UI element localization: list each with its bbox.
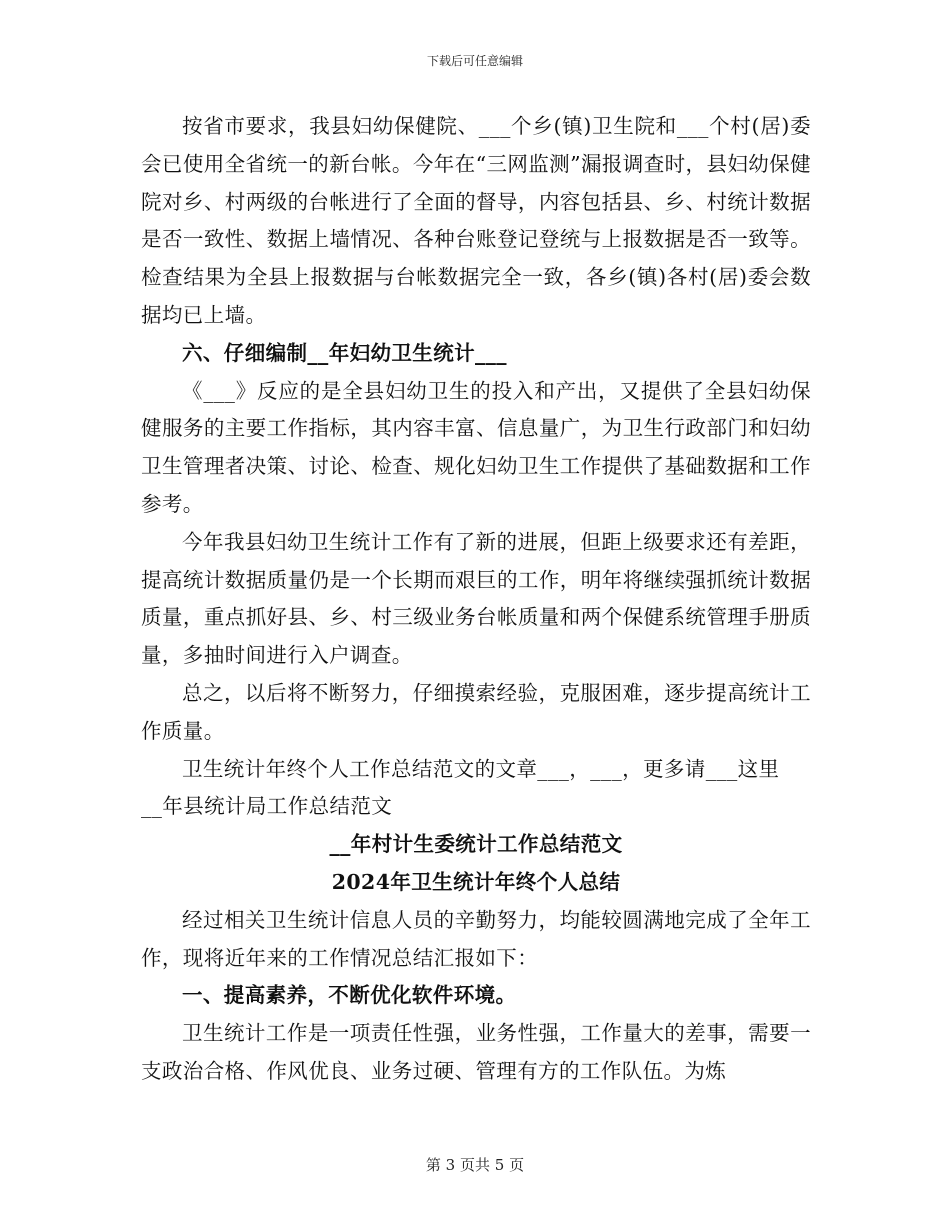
paragraph-ledger-check: 按省市要求，我县妇幼保健院、___个乡(镇)卫生院和___个村(居)委会已使用全省统一的新台帐。今年在“三网监测”漏报调查时，县妇幼保健院对乡、村两级的台帐进行了全面的督导，内容包括县、乡、村统计数据是否一致性、数据上墙情况、各种台账登记登统与上报数据是否一致等。检查结果为全县上报数据与台帐数据完全一致，各乡(镇)各村(居)委会数据均已上墙。 [141,114,811,327]
paragraph-intro: 经过相关卫生统计信息人员的辛勤努力，均能较圆满地完成了全年工作，现将近年来的工作情况总结汇报如下： [141,907,811,970]
related-link-text: __年县统计局工作总结范文 [141,794,393,819]
paragraph-conclusion: 总之，以后将不断努力，仔细摸索经验，克服困难，逐步提高统计工作质量。 [141,680,811,743]
paragraph-progress: 今年我县妇幼卫生统计工作有了新的进展，但距上级要求还有差距，提高统计数据质量仍是一个长期而艰巨的工作，明年将继续强抓统计数据质量，重点抓好县、乡、村三级业务台帐质量和两个保健系统管理手册质量，多抽时间进行入户调查。 [141,529,811,668]
article-title-2024: 2024年卫生统计年终个人总结 [331,869,621,894]
document-body [141,108,811,1091]
section-heading-six: 六、仔细编制__年妇幼卫生统计___ [182,340,507,365]
page-number: 第 3 页共 5 页 [425,1156,525,1174]
section-heading-one: 一、提高素养，不断优化软件环境。 [182,983,517,1008]
paragraph-related-articles: 卫生统计年终个人工作总结范文的文章___，___，更多请___这里 [182,756,780,781]
article-title-village: __年村计生委统计工作总结范文 [329,832,623,857]
paragraph-statistics-compilation: 《___》反应的是全县妇幼卫生的投入和产出，又提供了全县妇幼保健服务的主要工作指标，其内容丰富、信息量广，为卫生行政部门和妇幼卫生管理者决策、讨论、检查、规化妇幼卫生工作提供了基础数据和工作参考。 [141,378,811,516]
page-header-note: 下载后可任意编辑 [426,54,523,68]
paragraph-team: 卫生统计工作是一项责任性强，业务性强，工作量大的差事，需要一支政治合格、作风优良、业务过硬、管理有方的工作队伍。为炼 [141,1021,811,1083]
